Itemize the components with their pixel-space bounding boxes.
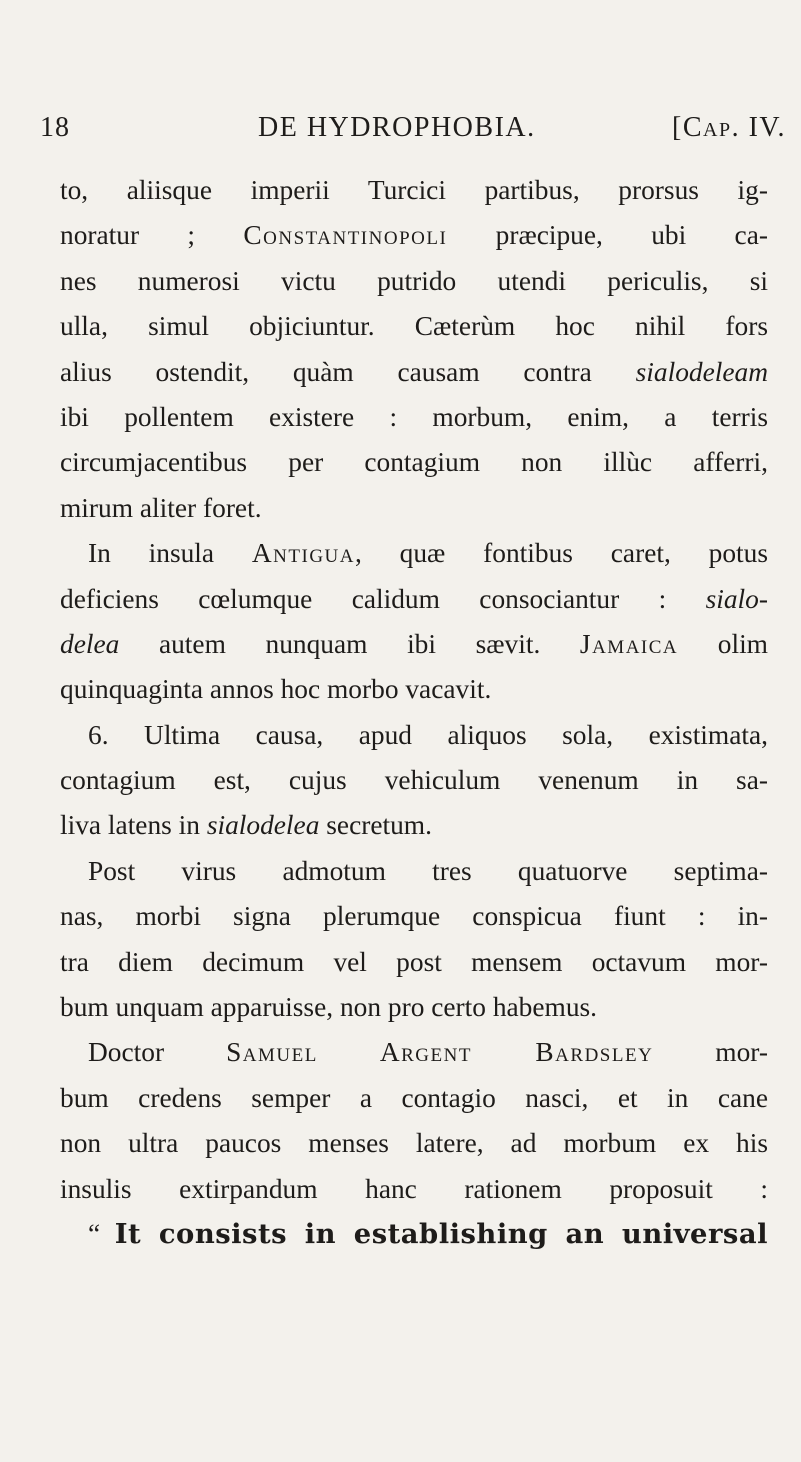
italic-run: sialodelea [206, 810, 320, 841]
text-run: nas, morbi signa plerumque conspicua fiunt : in- [60, 901, 768, 932]
text-run: nes numerosi victu putrido utendi periculis, si [60, 265, 768, 296]
text-line [60, 803, 768, 848]
text-run: liva latens in [60, 810, 207, 841]
blackletter-run: It consists in establishing an universal [114, 1217, 768, 1250]
text-run: non ultra paucos menses latere, ad morbum ex his [60, 1128, 768, 1159]
text-run: præcipue, ubi ca- [447, 220, 768, 251]
text-run: 6. Ultima causa, apud aliquos sola, existimata, [88, 719, 768, 750]
text-line [60, 985, 768, 1030]
small-caps-run: Samuel Argent Bardsley [226, 1037, 654, 1068]
text-line [60, 259, 768, 304]
text-line [60, 486, 768, 531]
text-line [60, 1076, 768, 1121]
text-run: alius ostendit, quàm causam contra [60, 356, 636, 387]
text-run: Doctor [88, 1037, 227, 1068]
text-line [60, 531, 768, 576]
text-run: insulis extirpandum hanc rationem proposuit : [60, 1173, 768, 1204]
text-run: mor- [653, 1037, 768, 1068]
text-run: , quæ fontibus caret, potus [355, 538, 768, 569]
text-line [60, 622, 768, 667]
text-line [60, 440, 768, 485]
text-line [60, 713, 768, 758]
text-run: to, aliisque imperii Turcici partibus, prorsus ig- [60, 175, 768, 205]
text-line [60, 350, 768, 395]
text-run: “ [88, 1218, 115, 1249]
text-run: noratur ; [60, 220, 244, 251]
text-line [60, 304, 768, 349]
small-caps-run: Constantinopoli [243, 220, 448, 251]
italic-run: delea [60, 628, 120, 659]
text-run: bum credens semper a contagio nasci, et in cane [60, 1082, 768, 1113]
text-run: Post virus admotum tres quatuorve septima- [88, 855, 768, 886]
text-line [60, 1121, 768, 1166]
text-line [60, 213, 768, 258]
text-run: deficiens cœlumque calidum consociantur : [60, 583, 706, 614]
italic-run: sialodeleam [635, 356, 768, 387]
text-run: circumjacentibus per contagium non illùc afferri, [60, 447, 768, 478]
text-run: secretum. [319, 810, 432, 841]
small-caps-run: Antigua [251, 538, 355, 569]
text-line [60, 849, 768, 894]
text-line [60, 1212, 768, 1257]
small-caps-run: Jamaica [579, 628, 679, 659]
text-line [60, 940, 768, 985]
text-line [60, 667, 768, 712]
text-line [60, 1030, 768, 1075]
text-run: tra diem decimum vel post mensem octavum mor- [60, 946, 768, 977]
text-run: mirum aliter foret. [60, 492, 262, 523]
text-run: ulla, simul objiciuntur. Cæterùm hoc nihil fors [60, 311, 768, 342]
running-title: DE HYDROPHOBIA. [258, 112, 536, 143]
text-line [60, 758, 768, 803]
text-line [60, 395, 768, 440]
text-line [60, 1167, 768, 1212]
text-run: contagium est, cujus vehiculum venenum in sa- [60, 765, 768, 796]
running-head [40, 112, 790, 152]
page-number: 18 [40, 112, 70, 143]
italic-run: sialo- [705, 583, 768, 614]
text-run: ibi pollentem existere : morbum, enim, a terris [60, 401, 768, 432]
text-line [60, 894, 768, 939]
body-text [60, 168, 768, 1257]
text-run: In insula [88, 538, 252, 569]
text-run: bum unquam apparuisse, non pro certo habemus. [60, 992, 598, 1023]
text-line [60, 168, 768, 213]
text-run: olim [678, 628, 768, 659]
chapter-label: [Cap. IV. [672, 112, 787, 143]
text-run: autem nunquam ibi sævit. [119, 628, 580, 659]
text-run: quinquaginta annos hoc morbo vacavit. [60, 674, 492, 705]
text-line [60, 577, 768, 622]
